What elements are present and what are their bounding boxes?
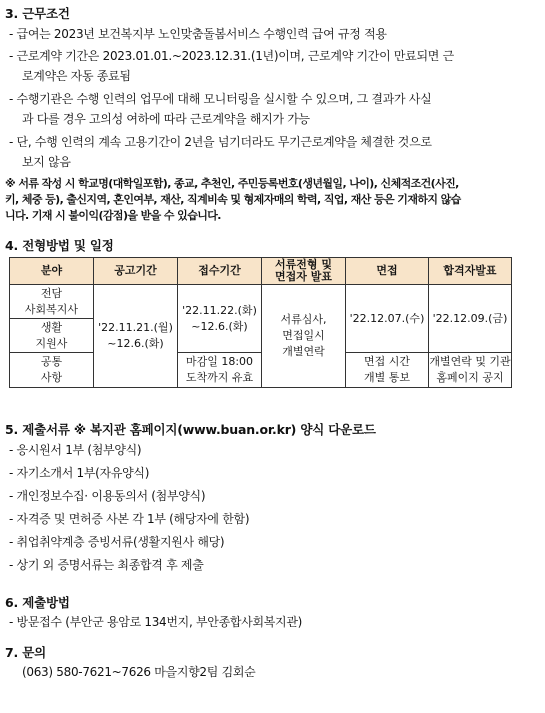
td-apply-note: 마감일 18:00 도착까지 유효 [178,353,262,387]
schedule-table [9,257,512,388]
s3-item-3-cont: 과 다를 경우 고의성 여하에 따라 근로계약을 해지가 가능 [22,112,310,126]
td-field-2: 생활 지원사 [10,319,94,353]
td-result-note: 개별연락 및 기관 홈페이지 공지 [429,355,511,384]
td-notice-period: '22.11.21.(월) ~12.6.(화) [94,285,178,387]
section-6-title: 6. 제출방법 [5,595,70,610]
th-screening: 서류전형 및 면접자 발표 [262,258,346,285]
s7-contact: (063) 580-7621~7626 마을지향2팀 김회순 [22,665,256,679]
section-4-title: 4. 전형방법 및 일정 [5,238,114,253]
s3-item-3: - 수행기관은 수행 인력의 업무에 대해 모니터링을 실시할 수 있으며, 그 결과가 사실 [9,92,432,106]
td-screening: 서류심사, 면접일시 개별연락 [262,285,346,387]
s3-item-2-cont: 로계약은 자동 종료됨 [22,69,131,83]
th-apply-period: 접수기간 [178,258,262,285]
s5-item-1: - 응시원서 1부 (첨부양식) [9,443,142,457]
s6-item-1: - 방문접수 (부안군 용암로 134번지, 부안종합사회복지관) [9,615,303,629]
s3-item-2: - 근로계약 기간은 2023.01.01.~2023.12.31.(1년)이며, 근로계약 기간이 만료되면 근 [9,49,454,63]
th-result: 합격자발표 [429,258,511,285]
td-apply-period: '22.11.22.(화) ~12.6.(화) [178,285,262,353]
th-field: 분야 [10,258,94,285]
td-result-date: '22.12.09.(금) [429,285,511,353]
th-notice-period: 공고기간 [94,258,178,285]
td-interview-date: '22.12.07.(수) [346,285,429,353]
td-interview-note: 면접 시간 개별 통보 [346,353,429,387]
s3-note-2: 키, 체중 등), 출신지역, 혼인여부, 재산, 직계비속 및 형제자매의 학력, 직업, 재산 등은 기재하지 않습 [5,193,461,206]
s3-item-4: - 단, 수행 인력의 계속 고용기간이 2년을 넘기더라도 무기근로계약을 체결한 것으로 [9,135,432,149]
s5-item-6: - 상기 외 증명서류는 최종합격 후 제출 [9,558,204,572]
s3-note-3: 니다. 기재 시 불이익(감점)을 받을 수 있습니다. [5,209,221,222]
s3-note-1: ※ 서류 작성 시 학교명(대학일포함), 종교, 추천인, 주민등록번호(생년월일, 나이), 신체적조건(사진, [5,177,459,190]
td-field-1: 전담 사회복지사 [10,285,94,319]
s3-item-4-cont: 보지 않음 [22,155,71,169]
s5-item-3: - 개인정보수집· 이용동의서 (첨부양식) [9,489,206,503]
section-7-title: 7. 문의 [5,645,46,660]
th-interview: 면접 [346,258,429,285]
s5-item-5: - 취업취약계층 증빙서류(생활지원사 해당) [9,535,225,549]
s3-item-1: - 급여는 2023년 보건복지부 노인맞춤돌봄서비스 수행인력 급여 규정 적용 [9,27,387,41]
section-5-title: 5. 제출서류 ※ 복지관 홈페이지(www.buan.or.kr) 양식 다운로드 [5,422,376,437]
s5-item-2: - 자기소개서 1부(자유양식) [9,466,150,480]
td-field-3: 공통 사항 [10,353,94,387]
section-3-title: 3. 근무조건 [5,6,70,21]
s5-item-4: - 자격증 및 면허증 사본 각 1부 (해당자에 한함) [9,512,250,526]
